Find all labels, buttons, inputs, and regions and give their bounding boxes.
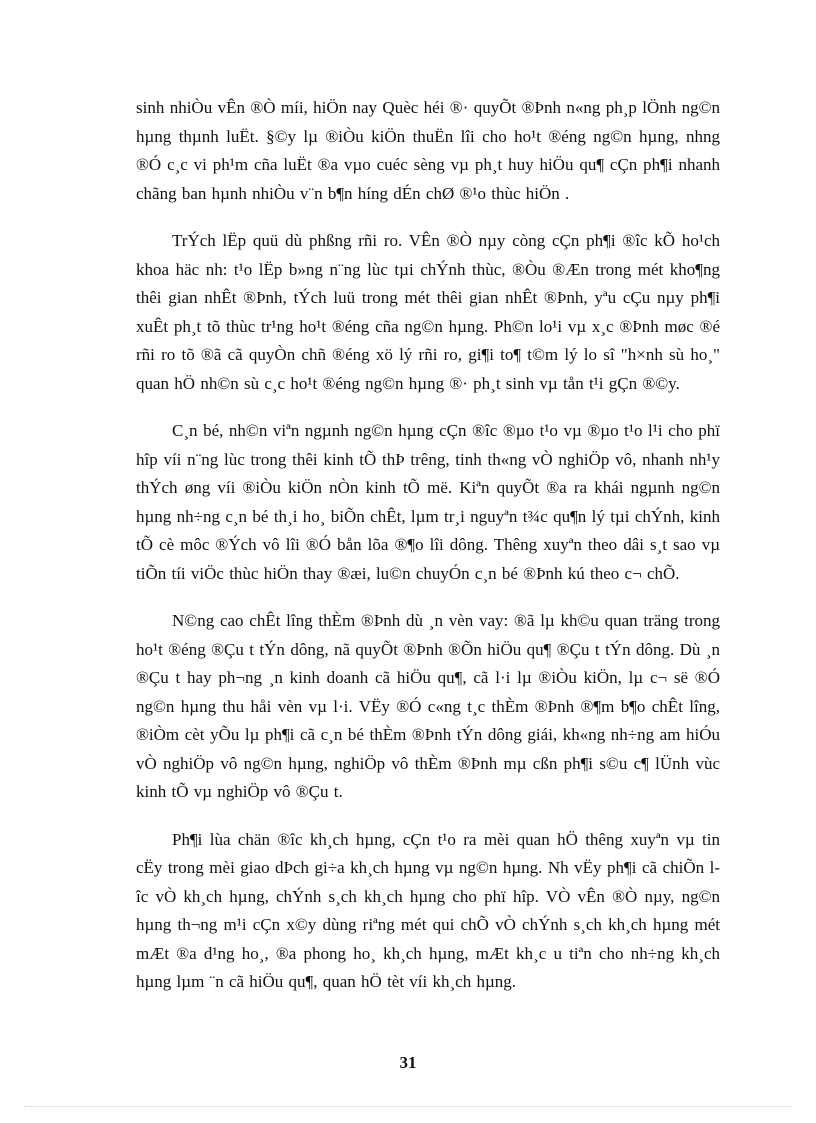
page-number: 31 (399, 1053, 417, 1072)
paragraph-1: sinh nhiÒu vÊn ®Ò míi, hiÖn nay Quèc héi ®· quyÕt ®Þnh n«ng ph¸p lÖnh ng©n hµng thµnh luËt. §©y lµ ®iÒu kiÖn thuËn lîi cho ho¹t ®éng ng©n hµng, nhng ®Ó c¸c vi ph¹m cña luËt ®a vµo cuéc sèng vµ ph¸t huy hiÖu qu¶ cÇn ph¶i nhanh chãng ban hµnh nhiÒu v¨n b¶n híng dÉn chØ ®¹o thùc hiÖn . (136, 98, 720, 203)
paragraph-4: N©ng cao chÊt lîng thÈm ®Þnh dù ¸n vèn vay: ®ã lµ kh©u quan träng trong ho¹t ®éng ®Çu t tÝn dông, nã quyÕt ®Þnh ®Õn hiÖu qu¶ ®Çu t tÝn dông. Dù ¸n ®Çu t hay ph¬ng ¸n kinh doanh cã hiÖu qu¶, cã l·i lµ ®iÒu kiÖn, lµ c¬ së ®Ó ng©n hµng thu håi vèn vµ l·i. VËy ®Ó c«ng t¸c thÈm ®Þnh ®¶m b¶o chÊt lîng, ®iÒm cèt yÕu lµ ph¶i cã c¸n bé thÈm ®Þnh tÝn dông giái, kh«ng nh÷ng am hiÓu vÒ nghiÖp vô ng©n hµng, nghiÖp vô thÈm ®Þnh mµ cßn ph¶i s©u c¶ lÜnh vùc kinh tÕ vµ nghiÖp vô ®Çu t. (136, 611, 720, 801)
paragraph-3: C¸n bé, nh©n viªn ngµnh ng©n hµng cÇn ®îc ®µo t¹o vµ ®µo t¹o l¹i cho phï hîp víi n¨ng lùc trong thêi kinh tÕ thÞ trêng, tinh th«ng vÒ nghiÖp vô, nhanh nh¹y thÝch øng víi ®iÒu kiÖn nÒn kinh tÕ më. Kiªn quyÕt ®a ra khái ngµnh ng©n hµng nh÷ng c¸n bé th¸i ho¸ biÕn chÊt, lµm tr¸i nguyªn t¾c qu¶n lý tµi chÝnh, kinh tÕ cè môc ®Ých vô lîi ®Ó bån lõa ®¶o lîi dông. Thêng xuyªn theo dâi s¸t sao vµ tiÕn tíi viÖc thùc hiÖn thay ®æi, lu©n chuyÓn c¸n bé ®Þnh kú theo c¬ chÕ. (136, 421, 720, 583)
body-text (136, 94, 720, 1016)
paragraph-5: Ph¶i lùa chän ®îc kh¸ch hµng, cÇn t¹o ra mèi quan hÖ thêng xuyªn vµ tin cËy trong mèi giao dÞch gi÷a kh¸ch hµng vµ ng©n hµng. Nh vËy ph¶i cã chiÕn lîc vÒ kh¸ch hµng, chÝnh s¸ch kh¸ch hµng cho phï hîp. VÒ vÊn ®Ò nµy, ng©n hµng th¬ng m¹i cÇn x©y dùng riªng mét qui chÕ vÒ chÝnh s¸ch kh¸ch hµng mét mÆt ®a d¹ng ho¸, ®a phong ho¸ kh¸ch hµng, mÆt kh¸c u tiªn cho nh÷ng kh¸ch hµng lµm ¨n cã hiÖu qu¶, quan hÖ tèt víi kh¸ch hµng. (136, 829, 720, 991)
footer-divider (24, 1106, 792, 1107)
paragraph-2: TrÝch lËp quü dù phßng rñi ro. VÊn ®Ò nµy còng cÇn ph¶i ®îc kÕ ho¹ch khoa häc nh: t¹o lËp b»ng n¨ng lùc tµi chÝnh thùc, ®Òu ®Æn trong mét kho¶ng thêi gian nhÊt ®Þnh, tÝch luü trong mét thêi gian nhÊt ®Þnh, yªu cÇu nµy ph¶i xuÊt ph¸t tõ thùc tr¹ng ho¹t ®éng cña ng©n hµng. Ph©n lo¹i vµ x¸c ®Þnh møc ®é rñi ro tõ ®ã cã quyÒn chñ ®éng xö lý rñi ro, gi¶i to¶ t©m lý lo sî "h×nh sù ho¸" quan hÖ nh©n sù c¸c ho¹t ®éng ng©n hµng ®· ph¸t sinh vµ tån t¹i gÇn ®©y. (136, 231, 720, 393)
